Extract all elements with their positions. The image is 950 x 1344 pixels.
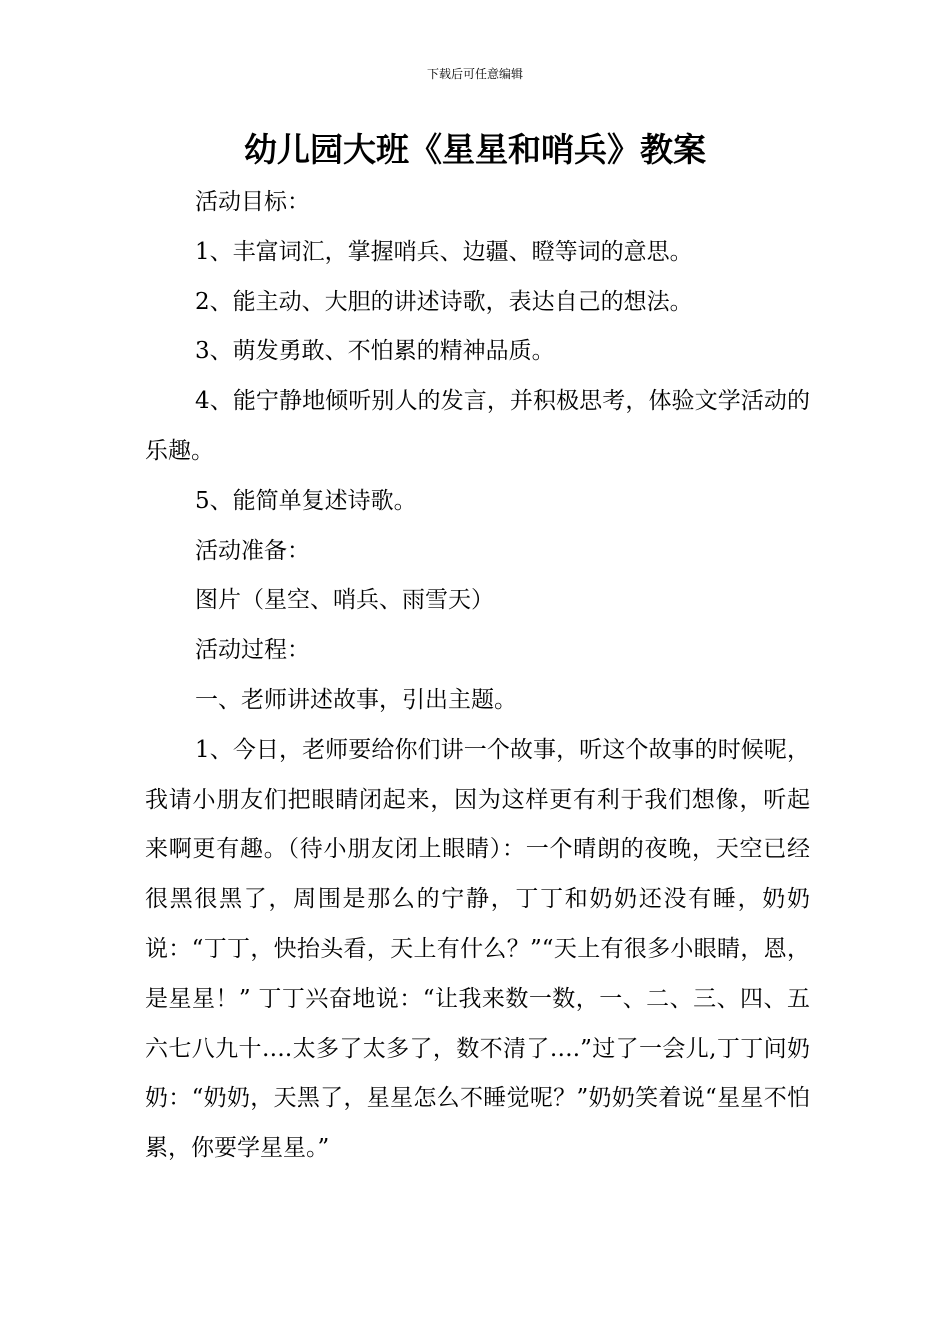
paragraph: 3、萌发勇敢、不怕累的精神品质。	[195, 338, 555, 365]
paragraph: 图片（星空、哨兵、雨雪天）	[195, 587, 494, 614]
paragraph: 一、老师讲述故事，引出主题。	[195, 686, 517, 713]
page-title: 幼儿园大班《星星和哨兵》教案	[244, 130, 706, 169]
paragraph: 1、今日，老师要给你们讲一个故事，听这个故事的时候呢，我请小朋友们把眼睛闭起来，因为这样更有利于我们想像，听起来啊更有趣。（待小朋友闭上眼睛）：一个晴朗的夜晚，天空已经很黑很黑了，周围是那么的宁静，丁丁和奶奶还没有睡，奶奶说：“丁丁，快抬头看，天上有什么？”“天上有很多小眼睛，恩，是星星！” 丁丁兴奋地说：“让我来数一数，一、二、三、四、五六七八九十….太多了太多了，数不清了….”过了一会儿,丁丁问奶奶：“奶奶，天黑了，星星怎么不睡觉呢？”奶奶笑着说“星星不怕累，你要学星星。”	[145, 736, 810, 1162]
paragraph: 4、能宁静地倾听别人的发言，并积极思考，体验文学活动的乐趣。	[145, 388, 810, 464]
paragraph: 活动目标：	[195, 189, 310, 215]
paragraph: 5、能简单复述诗歌。	[195, 487, 417, 514]
paragraph: 活动准备：	[195, 537, 310, 564]
header-note: 下载后可任意编辑	[426, 67, 523, 81]
paragraph: 活动过程：	[195, 637, 310, 664]
paragraph: 1、丰富词汇，掌握哨兵、边疆、瞪等词的意思。	[195, 238, 693, 265]
document-body	[145, 178, 810, 1174]
paragraph: 2、能主动、大胆的讲述诗歌，表达自己的想法。	[195, 288, 693, 315]
